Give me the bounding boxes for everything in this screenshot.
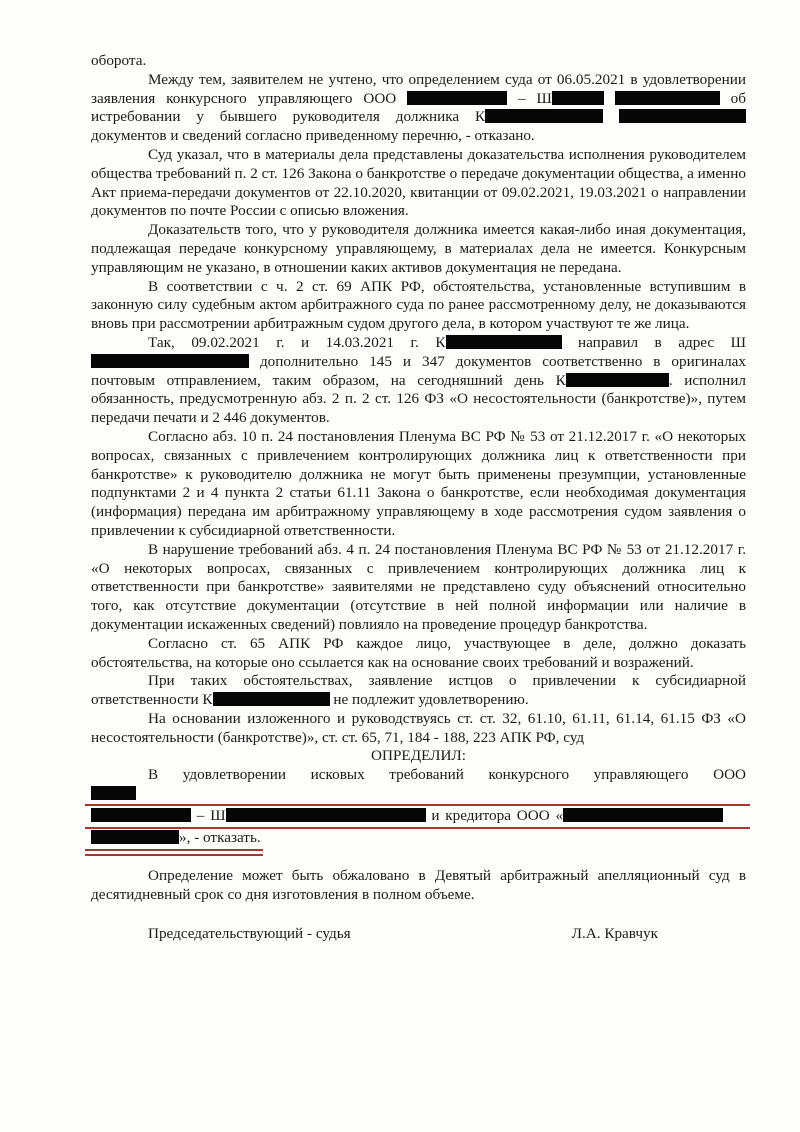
- text-run: В удовлетворении исковых требований конкурсного управляющего ООО: [148, 766, 746, 784]
- redaction-bar: [619, 109, 746, 123]
- signature-label: Председательствующий - судья: [148, 925, 351, 943]
- text-run: Суд указал, что в материалы дела представлены доказательства исполнения руководителем общества требований п. 2 ст. 126 Закона о банкротстве о передаче документации общества, а именно Акт приема-передачи документов от 22.10.2020, квитанции от 09.02.2021, 19.03.2021 о направлении документов по почте России с описью вложения.: [91, 145, 746, 220]
- redaction-bar: [615, 91, 720, 105]
- paragraph-plenum-abz10-p24: [91, 428, 746, 541]
- resolution-line-3: [91, 829, 746, 852]
- redaction-bar: [91, 786, 136, 800]
- paragraph-claim-not-satisfied: [91, 672, 746, 710]
- text-run: », - отказать.: [179, 828, 261, 846]
- paragraph-intro-fragment: [91, 52, 746, 71]
- redaction-bar: [446, 335, 562, 349]
- closing-paragraph-appeal: [91, 867, 746, 905]
- paragraph-documents-sent: [91, 334, 746, 428]
- redaction-bar: [91, 354, 249, 368]
- paragraph-plenum-abz4-p24: [91, 541, 746, 635]
- redaction-bar: [91, 830, 179, 844]
- text-run: В нарушение требований абз. 4 п. 24 постановления Пленума ВС РФ № 53 от 21.12.2017 г. «О некоторых вопросах, связанных с привлечением контролирующих должника лиц к ответственности при банкротстве» заявителями не представлено суду объяснений относительно того, как отсутствие документации (отсутствие в ней полной информации или наличие в документации искаженных сведений) повлияло на проведение процедур банкротства.: [91, 540, 746, 633]
- redaction-bar: [566, 373, 669, 387]
- resolution-heading: [91, 747, 746, 766]
- redaction-bar: [563, 808, 723, 822]
- redaction-bar: [485, 109, 603, 123]
- redaction-bar: [407, 91, 507, 105]
- text-run: оборота.: [91, 52, 147, 69]
- document-body: [91, 52, 746, 905]
- resolution-line-2: [85, 804, 750, 829]
- paragraph-no-evidence-of-other-docs: [91, 221, 746, 277]
- text-run: дополнительно 145 и 347 документов соответственно в оригиналах почтовым отправлением, таким образом, на сегодняшний день К: [91, 352, 746, 389]
- text-run: Согласно абз. 10 п. 24 постановления Пленума ВС РФ № 53 от 21.12.2017 г. «О некоторых вопросах, связанных с привлечением контролирующих должника лиц к ответственности при банкротстве» к руководителю должника не могут быть применены презумпции, установленные подпунктами 2 и 4 пункта 2 статьи 61.11 Закона о банкротстве, если необходимая документация (информация) передана им арбитражному управляющему в ходе рассмотрения судом заявления о привлечении к субсидиарной ответственности.: [91, 427, 746, 539]
- paragraph-court-evidence: [91, 146, 746, 221]
- text-run: На основании изложенного и руководствуясь ст. ст. 32, 61.10, 61.11, 61.14, 61.15 ФЗ «О несостоятельности (банкротстве)», ст. ст. 65, 71, 184 - 188, 223 АПК РФ, суд: [91, 709, 746, 746]
- text-run: Согласно ст. 65 АПК РФ каждое лицо, участвующее в деле, должно доказать обстоятельства, на которые оно ссылается как на основание своих требований и возражений.: [91, 634, 746, 671]
- signature-row: [91, 925, 746, 944]
- text-run: Определение может быть обжаловано в Девятый арбитражный апелляционный суд в десятидневный срок со дня изготовления в полном объеме.: [91, 867, 746, 904]
- text-run: документов и сведений согласно приведенному перечню, - отказано.: [91, 127, 535, 145]
- text-run: Доказательств того, что у руководителя должника имеется какая-либо иная документация, подлежащая передаче конкурсному управляющему, в материалах дела не имеется. Конкурсным управляющим не указано, в отношении каких активов документация не передана.: [91, 221, 746, 276]
- text-run: ОПРЕДЕЛИЛ:: [371, 747, 466, 765]
- redaction-bar: [552, 91, 604, 105]
- paragraph-court-determination-06-05-2021: [91, 71, 746, 146]
- judge-name: Л.А. Кравчук: [571, 925, 658, 943]
- text-run: и кредитора ООО «: [425, 806, 564, 824]
- text-run: – Ш: [191, 806, 226, 824]
- text-run: При таких обстоятельствах, заявление истцов о привлечении к субсидиарной ответственности К: [91, 672, 746, 709]
- text-run: [604, 90, 615, 107]
- text-run: направил в адрес Ш: [561, 333, 746, 351]
- resolution-line-1: [91, 766, 746, 804]
- redaction-bar: [226, 808, 426, 822]
- redaction-bar: [213, 692, 330, 706]
- text-run: об истребовании у бывшего руководителя должника К: [91, 89, 746, 126]
- paragraph-apk-65: [91, 635, 746, 673]
- text-run: не подлежит удовлетворению.: [329, 691, 529, 709]
- text-run: В соответствии с ч. 2 ст. 69 АПК РФ, обстоятельства, установленные вступившим в законную силу судебным актом арбитражного суда по ранее рассмотренному делу, не доказываются вновь при рассмотрении арбитражным судом другого дела, в котором участвуют те же лица.: [91, 277, 746, 333]
- text-run: – Ш: [507, 89, 552, 107]
- paragraph-legal-basis: [91, 710, 746, 748]
- text-run: [603, 108, 619, 125]
- redaction-bar: [91, 808, 191, 822]
- text-run: Так, 09.02.2021 г. и 14.03.2021 г. К: [148, 333, 446, 351]
- red-double-underline: [85, 829, 263, 852]
- text-run: Между тем, заявителем не учтено, что определением суда от 06.05.2021 в удовлетворении заявления конкурсного управляющего ООО: [91, 70, 746, 107]
- paragraph-apk-69: [91, 278, 746, 334]
- text-run: . исполнил обязанность, предусмотренную абз. 2 п. 2 ст. 126 ФЗ «О несостоятельности (банкротстве)», путем передачи печати и 2 446 документов.: [91, 371, 746, 427]
